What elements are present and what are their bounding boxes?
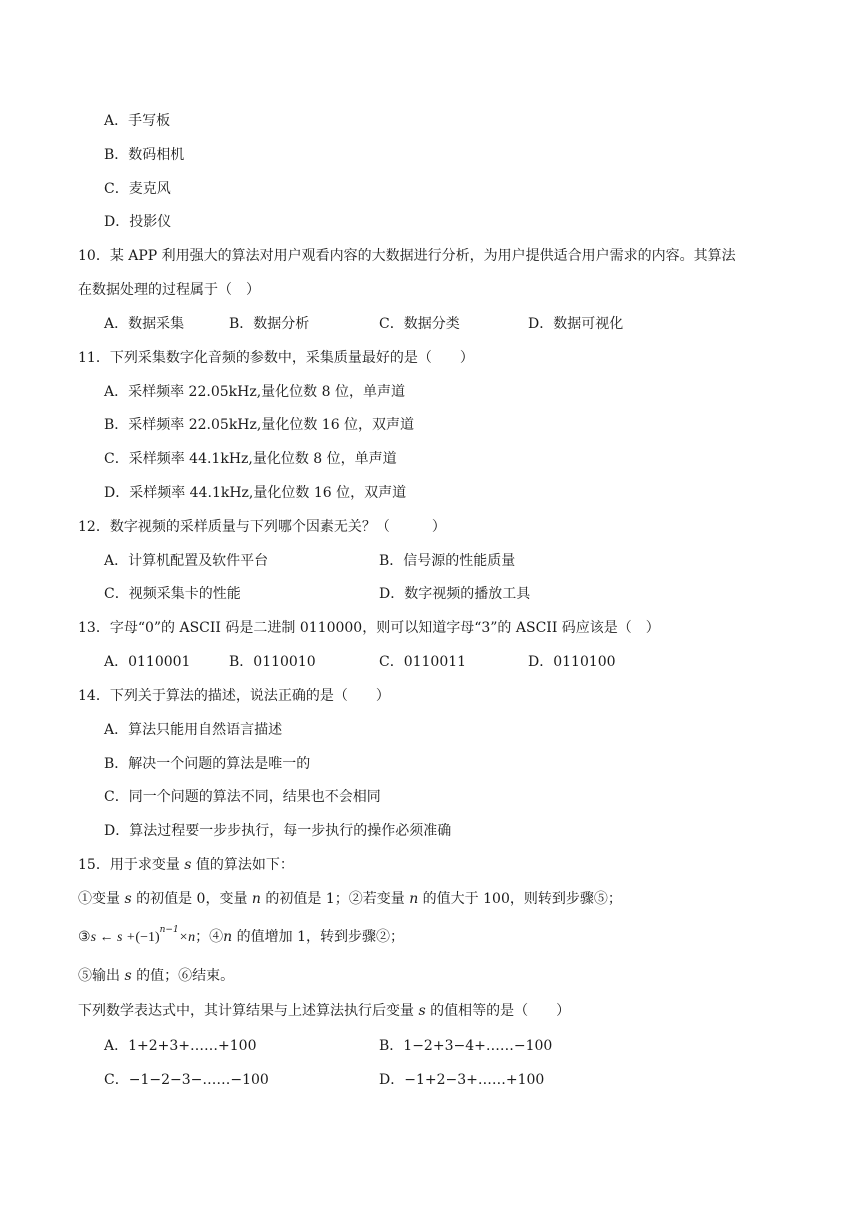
q10-option-c: C．数据分类: [379, 316, 460, 332]
q9-option-c: C．麦克风: [104, 181, 171, 197]
q15-option-d: D．−1+2−3+……+100: [379, 1072, 545, 1088]
q10-option-a: A．数据采集: [104, 316, 185, 332]
q13-option-d: D．0110100: [528, 654, 616, 670]
q11-option-a: A．采样频率 22.05kHz,量化位数 8 位，单声道: [104, 384, 405, 400]
q12-option-b: B．信号源的性能质量: [379, 553, 516, 569]
q10-option-d: D．数据可视化: [528, 316, 624, 332]
q14-option-b: B．解决一个问题的算法是唯一的: [104, 756, 311, 772]
q15-formula: s ← s +: [90, 930, 136, 945]
q15-step-1-2: ①变量 s 的初值是 0，变量 n 的初值是 1；②若变量 n 的值大于 100，则转到步骤⑤；: [78, 891, 622, 907]
q10-stem-line2: 在数据处理的过程属于（ ）: [78, 282, 260, 298]
q11-stem: 11．下列采集数字化音频的参数中，采集质量最好的是（ ）: [78, 350, 474, 366]
q9-option-d: D．投影仪: [104, 214, 172, 230]
q15-step-5-6: ⑤输出 s 的值；⑥结束。: [78, 968, 235, 984]
q12-stem: 12．数字视频的采样质量与下列哪个因素无关？（ ）: [78, 519, 446, 535]
q15-stem: 15．用于求变量 s 值的算法如下：: [78, 857, 294, 873]
q15-option-c: C．−1−2−3−……−100: [104, 1072, 269, 1088]
q9-option-b: B．数码相机: [104, 147, 185, 163]
q14-option-a: A．算法只能用自然语言描述: [104, 722, 283, 738]
q11-option-b: B．采样频率 22.05kHz,量化位数 16 位，双声道: [104, 417, 415, 433]
q12-option-c: C．视频采集卡的性能: [104, 586, 241, 602]
q13-option-c: C．0110011: [379, 654, 467, 670]
q15-option-b: B．1−2+3−4+……−100: [379, 1038, 553, 1054]
q15-question: 下列数学表达式中，其计算结果与上述算法执行后变量 s 的值相等的是（ ）: [78, 1003, 571, 1019]
q14-stem: 14．下列关于算法的描述，说法正确的是（ ）: [78, 688, 390, 704]
q15-option-a: A．1+2+3+……+100: [104, 1038, 257, 1054]
q13-stem: 13．字母“0”的 ASCII 码是二进制 0110000，则可以知道字母“3”的 ASCII 码应该是（ ）: [78, 620, 660, 636]
q14-option-c: C．同一个问题的算法不同，结果也不会相同: [104, 789, 381, 805]
q14-option-d: D．算法过程要一步步执行，每一步执行的操作必须准确: [104, 823, 452, 839]
q13-option-a: A．0110001: [104, 654, 191, 670]
q10-stem-line1: 10．某 APP 利用强大的算法对用户观看内容的大数据进行分析，为用户提供适合用户需求的内容。其算法: [78, 248, 736, 264]
q15-step-3-4: ③s ← $s +(-1)^{n-1}\times n$；④n 的值增加 1，转到步骤②；: [78, 925, 405, 945]
q13-option-b: B．0110010: [229, 654, 316, 670]
q12-option-a: A．计算机配置及软件平台: [104, 553, 269, 569]
q11-option-c: C．采样频率 44.1kHz,量化位数 8 位，单声道: [104, 451, 397, 467]
q9-option-a: A．手写板: [104, 113, 171, 129]
q11-option-d: D．采样频率 44.1kHz,量化位数 16 位，双声道: [104, 485, 407, 501]
q12-option-d: D．数字视频的播放工具: [379, 586, 531, 602]
q10-option-b: B．数据分析: [229, 316, 310, 332]
